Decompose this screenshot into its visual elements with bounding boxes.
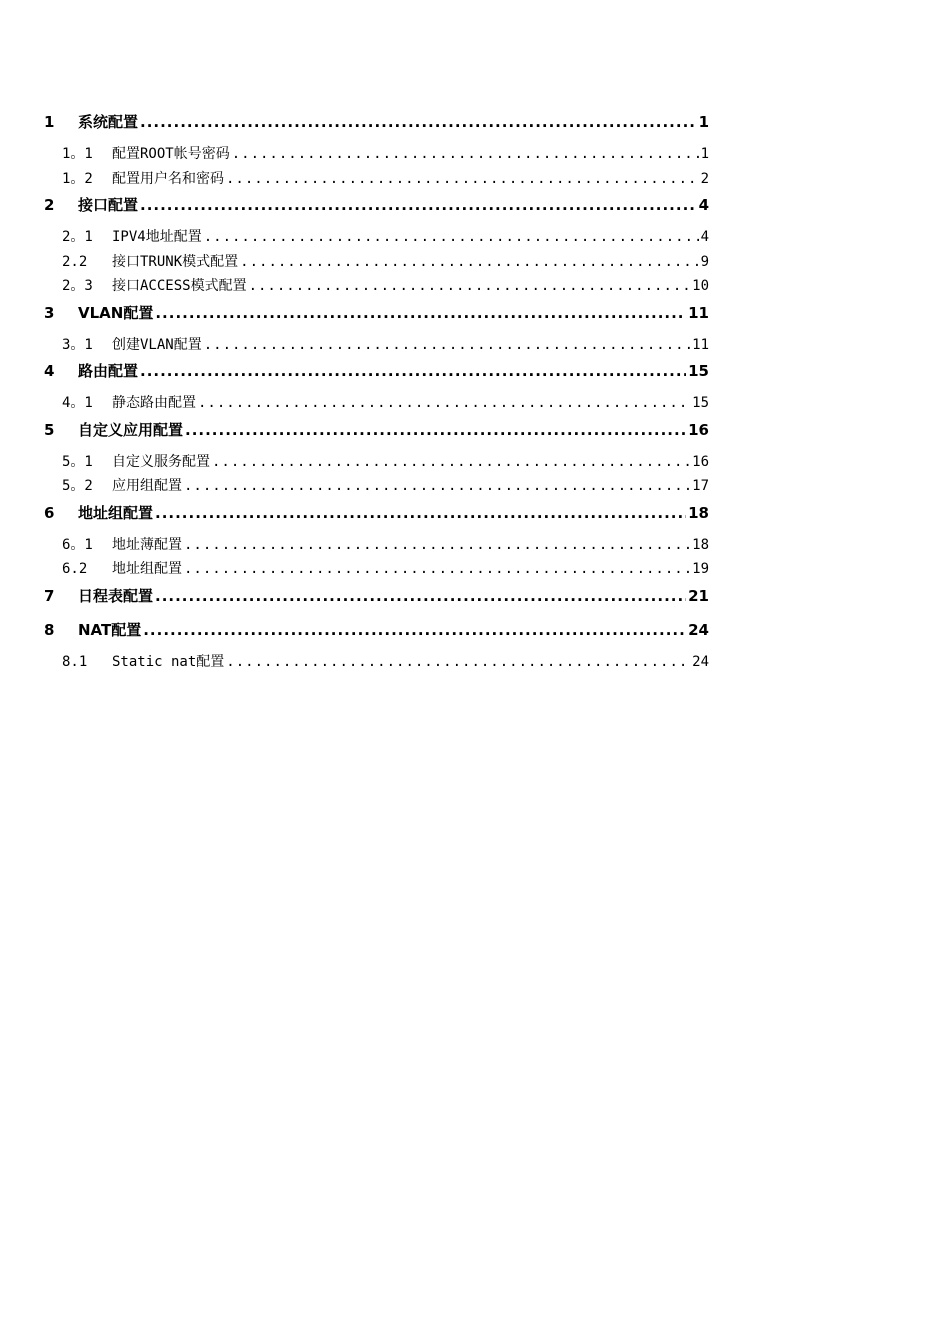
toc-entry[interactable] <box>44 108 709 142</box>
toc-entry-page: 19 <box>692 561 709 577</box>
toc-dot-leader <box>155 299 686 327</box>
toc-entry[interactable] <box>44 650 709 675</box>
toc-entry-number: 5。1 <box>62 453 93 470</box>
toc-dot-leader <box>140 357 686 385</box>
toc-entry[interactable] <box>44 142 709 167</box>
toc-entry-number: 6 <box>44 503 55 522</box>
toc-entry-title: 创建VLAN配置 <box>112 336 202 353</box>
toc-entry-title: 地址组配置 <box>112 561 182 577</box>
toc-entry-title: 路由配置 <box>78 362 139 380</box>
toc-entry[interactable] <box>44 357 709 391</box>
toc-entry-title: 接口TRUNK模式配置 <box>112 253 239 270</box>
toc-entry[interactable] <box>44 274 709 299</box>
toc-entry-number: 6.2 <box>62 561 88 577</box>
toc-entry-number: 3 <box>44 303 55 322</box>
table-of-contents <box>44 108 709 674</box>
toc-entry-title: 自定义服务配置 <box>112 453 210 470</box>
toc-entry-title: NAT配置 <box>78 620 142 639</box>
toc-entry-title: 配置ROOT帐号密码 <box>112 146 230 162</box>
toc-entry-page: 11 <box>688 303 709 322</box>
toc-dot-leader <box>226 650 690 674</box>
toc-entry-title: IPV4地址配置 <box>112 229 202 245</box>
toc-dot-leader <box>212 450 690 474</box>
toc-entry-page: 16 <box>688 420 709 439</box>
toc-entry-number: 2.2 <box>62 253 88 270</box>
toc-dot-leader <box>240 250 698 274</box>
toc-dot-leader <box>155 499 686 527</box>
toc-dot-leader <box>140 191 697 219</box>
toc-entry-title: 配置用户名和密码 <box>112 170 224 187</box>
toc-dot-leader <box>249 274 691 298</box>
toc-entry[interactable] <box>44 191 709 225</box>
toc-entry-page: 15 <box>692 395 709 411</box>
toc-entry-page: 1 <box>698 113 709 131</box>
toc-dot-leader <box>184 557 690 581</box>
toc-entry-title: Static nat配置 <box>112 653 225 670</box>
toc-entry[interactable] <box>44 474 709 499</box>
toc-entry-page: 1 <box>700 146 709 162</box>
toc-entry-title: 系统配置 <box>78 113 139 131</box>
toc-entry-number: 1。2 <box>62 170 93 187</box>
toc-entry[interactable] <box>44 333 709 358</box>
toc-dot-leader <box>140 108 697 136</box>
toc-dot-leader <box>204 333 690 357</box>
toc-entry-number: 7 <box>44 586 55 605</box>
toc-entry-title: 接口配置 <box>78 196 139 214</box>
toc-entry-page: 4 <box>700 229 709 245</box>
toc-entry[interactable] <box>44 450 709 475</box>
toc-dot-leader <box>204 225 699 249</box>
toc-entry-number: 1。1 <box>62 146 93 162</box>
toc-entry[interactable] <box>44 557 709 582</box>
toc-entry[interactable] <box>44 582 709 616</box>
toc-dot-leader <box>198 391 690 415</box>
toc-dot-leader <box>226 167 699 191</box>
toc-entry[interactable] <box>44 391 709 416</box>
toc-entry-page: 2 <box>700 170 709 187</box>
toc-entry-page: 10 <box>692 278 709 294</box>
toc-entry-page: 18 <box>688 503 709 522</box>
toc-entry-title: 静态路由配置 <box>112 395 196 411</box>
toc-entry-title: 应用组配置 <box>112 478 182 494</box>
toc-entry-page: 11 <box>692 336 709 353</box>
toc-entry-page: 18 <box>692 536 709 553</box>
toc-entry-number: 2。3 <box>62 278 93 294</box>
toc-entry-title: 地址组配置 <box>78 503 154 522</box>
toc-dot-leader <box>232 142 699 166</box>
toc-entry-page: 16 <box>692 453 709 470</box>
toc-entry-page: 9 <box>700 253 709 270</box>
toc-entry[interactable] <box>44 499 709 533</box>
toc-entry-title: 自定义应用配置 <box>78 420 184 439</box>
toc-entry-page: 4 <box>698 196 709 214</box>
toc-entry-number: 2。1 <box>62 229 93 245</box>
toc-entry-number: 6。1 <box>62 536 93 553</box>
toc-entry-number: 4 <box>44 362 55 380</box>
toc-entry[interactable] <box>44 225 709 250</box>
toc-entry-title: 地址薄配置 <box>112 536 182 553</box>
toc-entry-number: 2 <box>44 196 55 214</box>
toc-entry-number: 8 <box>44 620 55 639</box>
toc-entry[interactable] <box>44 416 709 450</box>
toc-entry-page: 21 <box>688 586 709 605</box>
toc-entry-number: 5 <box>44 420 55 439</box>
toc-entry-page: 24 <box>692 653 709 670</box>
toc-entry-page: 17 <box>692 478 709 494</box>
toc-entry-page: 15 <box>688 362 709 380</box>
toc-entry[interactable] <box>44 167 709 192</box>
toc-entry-title: 接口ACCESS模式配置 <box>112 278 247 294</box>
toc-entry[interactable] <box>44 616 709 650</box>
toc-dot-leader <box>155 582 686 610</box>
toc-entry-title: VLAN配置 <box>78 303 154 322</box>
toc-entry[interactable] <box>44 533 709 558</box>
toc-entry-title: 日程表配置 <box>78 586 154 605</box>
toc-entry-number: 5。2 <box>62 478 93 494</box>
toc-entry-number: 3。1 <box>62 336 93 353</box>
toc-entry-number: 1 <box>44 113 55 131</box>
toc-entry[interactable] <box>44 299 709 333</box>
toc-entry-page: 24 <box>688 620 709 639</box>
toc-dot-leader <box>184 474 690 498</box>
toc-dot-leader <box>184 533 690 557</box>
toc-entry-number: 8.1 <box>62 653 88 670</box>
toc-entry[interactable] <box>44 250 709 275</box>
toc-dot-leader <box>185 416 686 444</box>
toc-dot-leader <box>143 616 686 644</box>
toc-entry-number: 4。1 <box>62 395 93 411</box>
